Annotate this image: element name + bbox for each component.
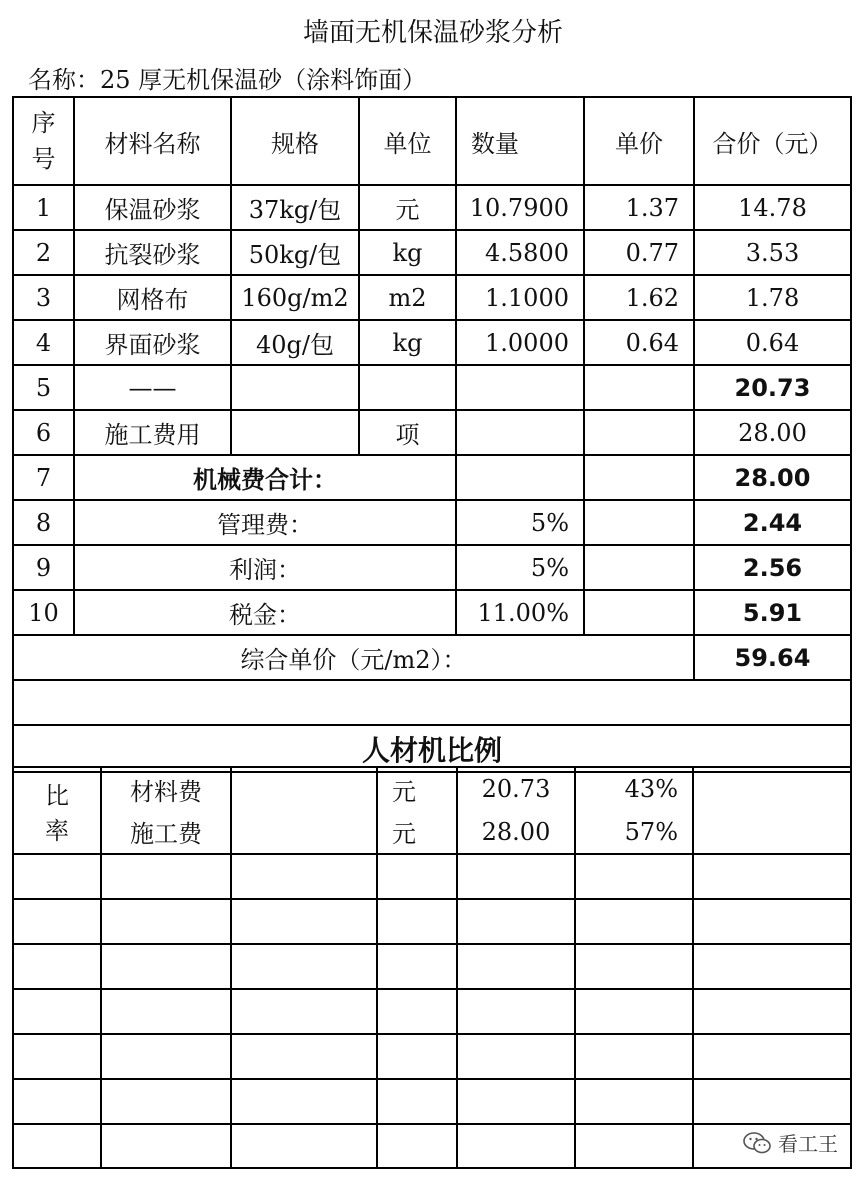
unit-price-value: 59.64 <box>694 635 851 680</box>
item-name: 名称：25 厚无机保温砂（涂料饰面） <box>28 66 427 94</box>
row-unit: kg <box>359 320 456 365</box>
tax-row <box>13 590 851 635</box>
management-fee-value: 2.44 <box>694 500 851 545</box>
table-row <box>13 185 851 230</box>
unit-price-label: 综合单价（元/m2）： <box>13 635 694 680</box>
table-row <box>13 230 851 275</box>
ratio-section-row <box>13 725 851 772</box>
row-total: 1.78 <box>694 275 851 320</box>
row-price: 1.37 <box>584 185 694 230</box>
document-title: 墙面无机保温砂浆分析 <box>302 18 563 48</box>
blank-row <box>13 989 851 1034</box>
header-price: 单价 <box>584 97 694 185</box>
empty-cell <box>584 545 694 590</box>
table-row <box>13 365 851 410</box>
row-seq: 2 <box>13 230 74 275</box>
management-fee-rate: 5% <box>456 500 584 545</box>
row-spec <box>231 410 359 455</box>
machinery-total-value: 28.00 <box>694 455 851 500</box>
row-unit: 元 <box>359 185 456 230</box>
empty-cell <box>13 680 851 725</box>
empty-cell <box>584 590 694 635</box>
row-material: 界面砂浆 <box>74 320 231 365</box>
management-fee-label: 管理费： <box>74 500 456 545</box>
blank-row <box>13 1124 851 1168</box>
watermark-text: 看工王 <box>778 1132 838 1156</box>
profit-label: 利润： <box>74 545 456 590</box>
profit-value: 2.56 <box>694 545 851 590</box>
row-material: 抗裂砂浆 <box>74 230 231 275</box>
row-seq: 8 <box>13 500 74 545</box>
empty-cell <box>231 767 377 810</box>
blank-row <box>13 1034 851 1079</box>
ratio-item-pct: 43% <box>575 767 693 810</box>
ratio-item-unit: 元 <box>377 767 457 810</box>
row-price: 1.62 <box>584 275 694 320</box>
row-total: 0.64 <box>694 320 851 365</box>
table-row <box>13 320 851 365</box>
row-price: 0.77 <box>584 230 694 275</box>
machinery-total-label: 机械费合计： <box>74 455 456 500</box>
blank-row <box>13 854 851 899</box>
row-seq: 4 <box>13 320 74 365</box>
row-material: —— <box>74 365 231 410</box>
row-seq: 3 <box>13 275 74 320</box>
row-price <box>584 410 694 455</box>
empty-cell <box>584 455 694 500</box>
row-unit: kg <box>359 230 456 275</box>
row-unit: 项 <box>359 410 456 455</box>
empty-cell <box>456 455 584 500</box>
empty-cell <box>584 500 694 545</box>
row-spec: 160g/m2 <box>231 275 359 320</box>
row-unit <box>359 365 456 410</box>
ratio-item-name: 材料费 <box>101 767 231 810</box>
ratio-item-pct: 57% <box>575 810 693 854</box>
empty-cell <box>693 767 851 854</box>
unit-price-row <box>13 635 851 680</box>
machinery-total-row <box>13 455 851 500</box>
row-seq: 9 <box>13 545 74 590</box>
blank-row <box>13 680 851 725</box>
row-seq: 1 <box>13 185 74 230</box>
ratio-item-amount: 28.00 <box>457 810 575 854</box>
tax-label: 税金： <box>74 590 456 635</box>
row-seq: 10 <box>13 590 74 635</box>
row-qty: 10.7900 <box>456 185 584 230</box>
row-price <box>584 365 694 410</box>
row-spec <box>231 365 359 410</box>
ratio-section-title: 人材机比例 <box>13 725 851 772</box>
empty-cell <box>231 810 377 854</box>
row-material: 网格布 <box>74 275 231 320</box>
table-row <box>13 410 851 455</box>
row-qty <box>456 410 584 455</box>
row-total: 14.78 <box>694 185 851 230</box>
cost-analysis-table <box>12 96 852 773</box>
blank-row <box>13 944 851 989</box>
row-qty: 1.0000 <box>456 320 584 365</box>
row-material: 施工费用 <box>74 410 231 455</box>
row-qty: 1.1000 <box>456 275 584 320</box>
tax-value: 5.91 <box>694 590 851 635</box>
row-qty <box>456 365 584 410</box>
blank-row <box>13 1079 851 1124</box>
header-unit: 单位 <box>359 97 456 185</box>
row-seq: 5 <box>13 365 74 410</box>
ratio-item-unit: 元 <box>377 810 457 854</box>
profit-row <box>13 545 851 590</box>
tax-rate: 11.00% <box>456 590 584 635</box>
header-total: 合价（元） <box>694 97 851 185</box>
row-total: 20.73 <box>694 365 851 410</box>
row-material: 保温砂浆 <box>74 185 231 230</box>
row-total: 28.00 <box>694 410 851 455</box>
row-spec: 50kg/包 <box>231 230 359 275</box>
header-spec: 规格 <box>231 97 359 185</box>
ratio-label: 比 率 <box>13 767 101 854</box>
wechat-icon <box>742 1131 772 1155</box>
blank-row <box>13 899 851 944</box>
row-price: 0.64 <box>584 320 694 365</box>
ratio-item-name: 施工费 <box>101 810 231 854</box>
header-qty: 数量 <box>456 97 584 185</box>
management-fee-row <box>13 500 851 545</box>
ratio-item-amount: 20.73 <box>457 767 575 810</box>
ratio-table <box>12 766 852 1169</box>
ratio-row <box>13 767 851 810</box>
row-spec: 37kg/包 <box>231 185 359 230</box>
table-row <box>13 275 851 320</box>
watermark <box>742 1128 838 1157</box>
profit-rate: 5% <box>456 545 584 590</box>
row-seq: 6 <box>13 410 74 455</box>
row-total: 3.53 <box>694 230 851 275</box>
row-seq: 7 <box>13 455 74 500</box>
table-header-row <box>13 97 851 185</box>
header-material: 材料名称 <box>74 97 231 185</box>
row-unit: m2 <box>359 275 456 320</box>
row-qty: 4.5800 <box>456 230 584 275</box>
header-seq: 序 号 <box>13 97 74 185</box>
row-spec: 40g/包 <box>231 320 359 365</box>
